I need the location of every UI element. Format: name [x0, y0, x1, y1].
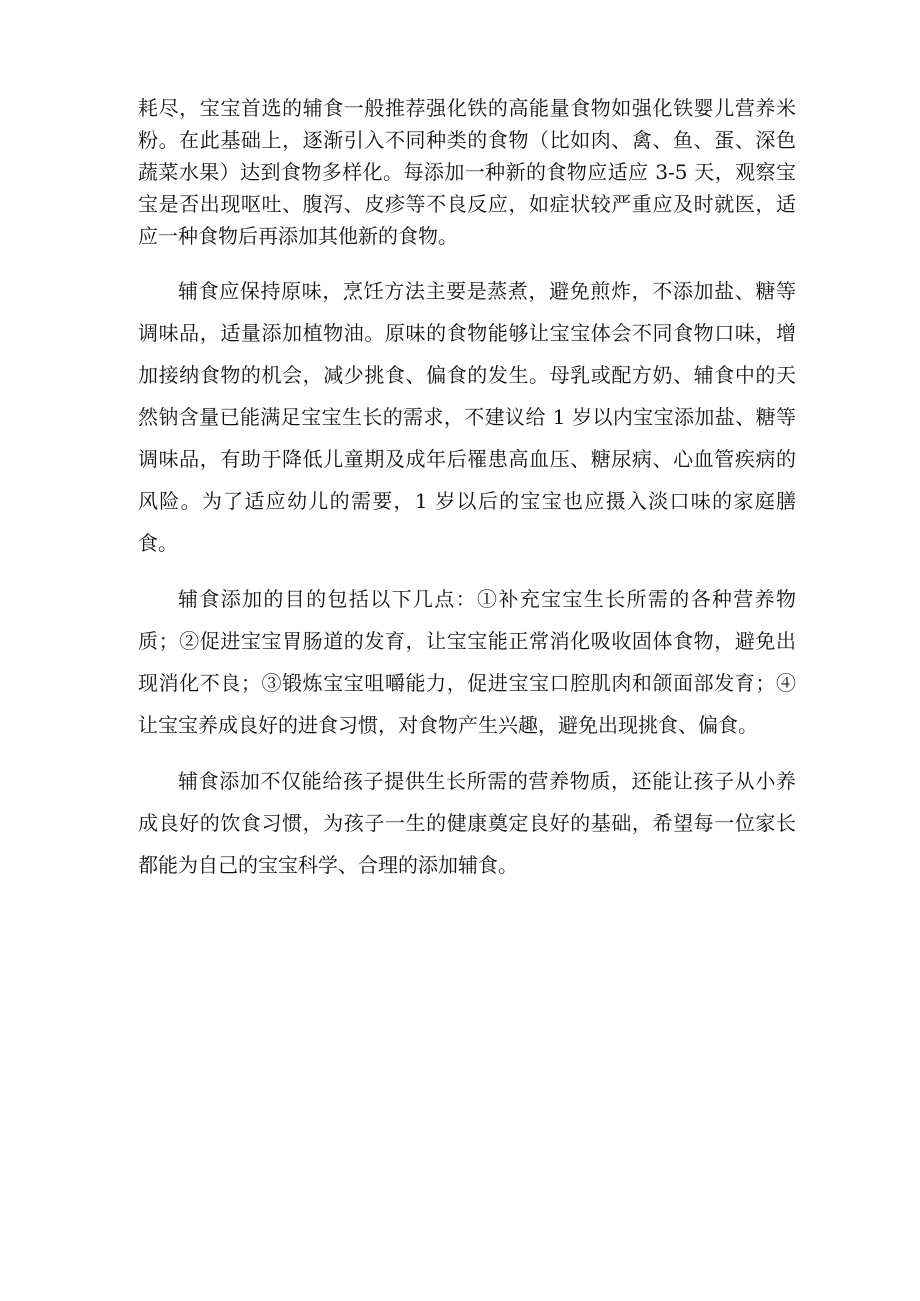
- document-page: [138, 92, 796, 900]
- paragraph-continued-intro: 耗尽，宝宝首选的辅食一般推荐强化铁的高能量食物如强化铁婴儿营养米粉。在此基础上，逐渐引入不同种类的食物（比如肉、禽、鱼、蛋、深色蔬菜水果）达到食物多样化。每添加一种新的食物应适应 3-5 天，观察宝宝是否出现呕吐、腹泻、皮疹等不良反应，如症状较严重应及时就医，适应一种食物后再添加其他新的食物。: [138, 96, 796, 248]
- paragraph-conclusion: 辅食添加不仅能给孩子提供生长所需的营养物质，还能让孩子从小养成良好的饮食习惯，为孩子一生的健康奠定良好的基础，希望每一位家长都能为自己的宝宝科学、合理的添加辅食。: [138, 769, 796, 877]
- paragraph-seasoning-advice: 辅食应保持原味，烹饪方法主要是蒸煮，避免煎炸，不添加盐、糖等调味品，适量添加植物油。原味的食物能够让宝宝体会不同食物口味，增加接纳食物的机会，减少挑食、偏食的发生。母乳或配方奶、辅食中的天然钠含量已能满足宝宝生长的需求，不建议给 1 岁以内宝宝添加盐、糖等调味品，有助于降低儿童期及成年后罹患高血压、糖尿病、心血管疾病的风险。为了适应幼儿的需要，1 岁以后的宝宝也应摄入淡口味的家庭膳食。: [138, 279, 796, 555]
- paragraph-purpose-list: 辅食添加的目的包括以下几点：①补充宝宝生长所需的各种营养物质；②促进宝宝胃肠道的发育，让宝宝能正常消化吸收固体食物，避免出现消化不良；③锻炼宝宝咀嚼能力，促进宝宝口腔肌肉和颌面部发育；④让宝宝养成良好的进食习惯，对食物产生兴趣，避免出现挑食、偏食。: [138, 587, 796, 737]
